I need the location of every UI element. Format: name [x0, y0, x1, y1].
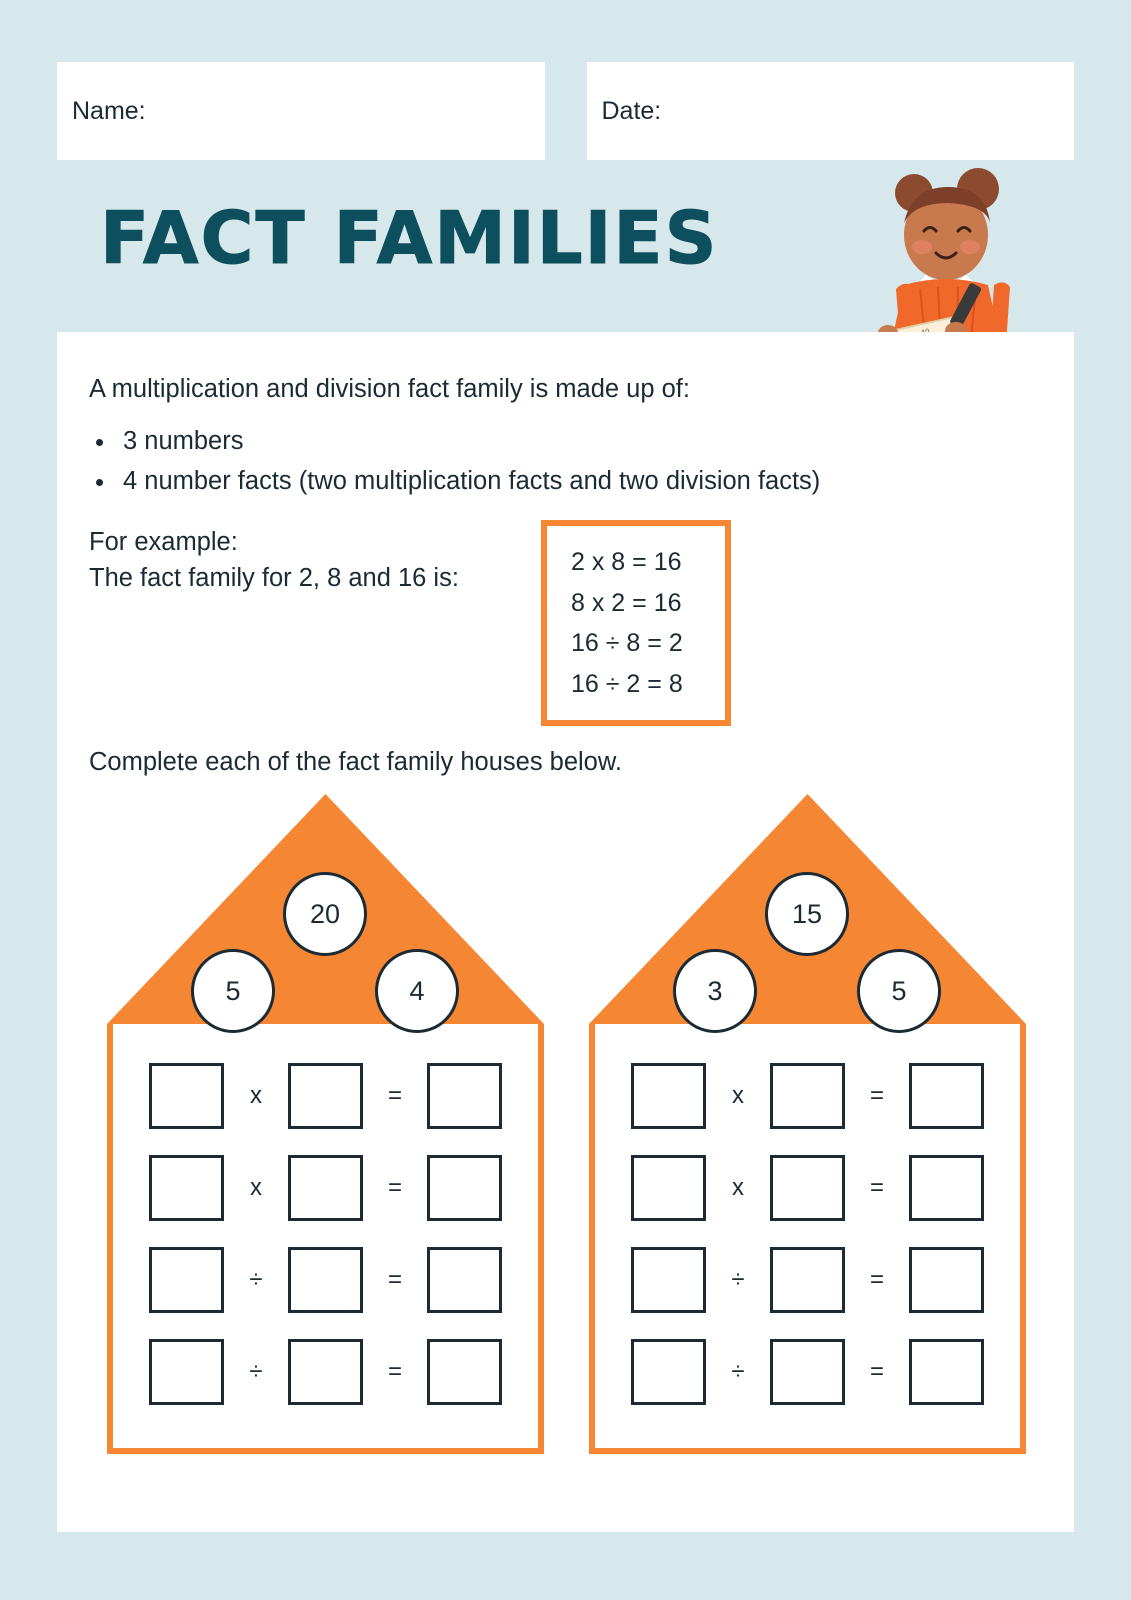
house-number-top: 20 — [283, 872, 367, 956]
equation-row — [595, 1142, 1020, 1234]
answer-box[interactable] — [770, 1155, 845, 1221]
equation-row — [113, 1050, 538, 1142]
answer-box[interactable] — [149, 1339, 224, 1405]
example-label — [89, 524, 459, 596]
example-fact: 16 ÷ 2 = 8 — [571, 669, 683, 698]
operator: = — [869, 1082, 884, 1109]
example-line-2: The fact family for 2, 8 and 16 is: — [89, 564, 459, 593]
answer-box[interactable] — [427, 1247, 502, 1313]
house-number-right: 5 — [857, 949, 941, 1033]
operator: = — [869, 1174, 884, 1201]
house-number-left: 3 — [673, 949, 757, 1033]
operator: = — [387, 1174, 402, 1201]
answer-box[interactable] — [909, 1155, 984, 1221]
fact-family-bullets — [89, 422, 820, 501]
instruction-text: Complete each of the fact family houses below. — [89, 748, 622, 776]
header-fields — [57, 62, 1074, 160]
fact-family-house-2 — [589, 794, 1026, 1454]
answer-box[interactable] — [288, 1247, 363, 1313]
intro-text: A multiplication and division fact family is made up of: — [89, 375, 690, 403]
operator: x — [732, 1082, 744, 1109]
page-title: FACT FAMILIES — [100, 196, 719, 280]
house-number-top: 15 — [765, 872, 849, 956]
answer-box[interactable] — [631, 1247, 706, 1313]
operator: ÷ — [249, 1266, 263, 1293]
answer-box[interactable] — [909, 1063, 984, 1129]
house-number-left: 5 — [191, 949, 275, 1033]
equation-row — [595, 1234, 1020, 1326]
house-roof — [107, 794, 544, 1024]
answer-box[interactable] — [427, 1063, 502, 1129]
operator: = — [869, 1266, 884, 1293]
answer-box[interactable] — [770, 1247, 845, 1313]
date-label: Date: — [601, 96, 662, 125]
answer-box[interactable] — [631, 1339, 706, 1405]
answer-box[interactable] — [427, 1339, 502, 1405]
answer-box[interactable] — [149, 1247, 224, 1313]
answer-box[interactable] — [770, 1339, 845, 1405]
operator: x — [250, 1174, 262, 1201]
fact-family-houses — [107, 794, 1027, 1454]
operator: = — [387, 1358, 402, 1385]
answer-box[interactable] — [770, 1063, 845, 1129]
answer-box[interactable] — [909, 1247, 984, 1313]
name-field[interactable] — [57, 62, 545, 160]
answer-box[interactable] — [288, 1155, 363, 1221]
equation-row — [595, 1050, 1020, 1142]
example-line-1: For example: — [89, 528, 238, 556]
operator: ÷ — [731, 1358, 745, 1385]
list-item: • 3 numbers — [117, 422, 820, 462]
answer-box[interactable] — [909, 1339, 984, 1405]
answer-box[interactable] — [631, 1155, 706, 1221]
house-number-right: 4 — [375, 949, 459, 1033]
operator: = — [869, 1358, 884, 1385]
fact-family-house-1 — [107, 794, 544, 1454]
answer-box[interactable] — [288, 1339, 363, 1405]
equation-row — [113, 1326, 538, 1418]
house-roof — [589, 794, 1026, 1024]
content-panel — [57, 332, 1074, 1532]
answer-box[interactable] — [149, 1155, 224, 1221]
house-body — [107, 1024, 544, 1454]
date-field[interactable] — [587, 62, 1075, 160]
equation-row — [113, 1234, 538, 1326]
example-fact: 16 ÷ 8 = 2 — [571, 629, 683, 657]
equation-row — [113, 1142, 538, 1234]
answer-box[interactable] — [288, 1063, 363, 1129]
operator: x — [250, 1082, 262, 1109]
answer-box[interactable] — [149, 1063, 224, 1129]
equation-row — [595, 1326, 1020, 1418]
operator: = — [387, 1082, 402, 1109]
list-item: • 4 number facts (two multiplication facts and two division facts) — [117, 462, 820, 502]
answer-box[interactable] — [631, 1063, 706, 1129]
example-box — [541, 520, 731, 726]
operator: x — [732, 1174, 744, 1201]
operator: ÷ — [731, 1266, 745, 1293]
name-label: Name: — [72, 96, 146, 125]
house-body — [589, 1024, 1026, 1454]
example-fact: 2 x 8 = 16 — [571, 548, 682, 576]
operator: = — [387, 1266, 402, 1293]
answer-box[interactable] — [427, 1155, 502, 1221]
example-fact: 8 x 2 = 16 — [571, 588, 682, 617]
operator: ÷ — [249, 1358, 263, 1385]
